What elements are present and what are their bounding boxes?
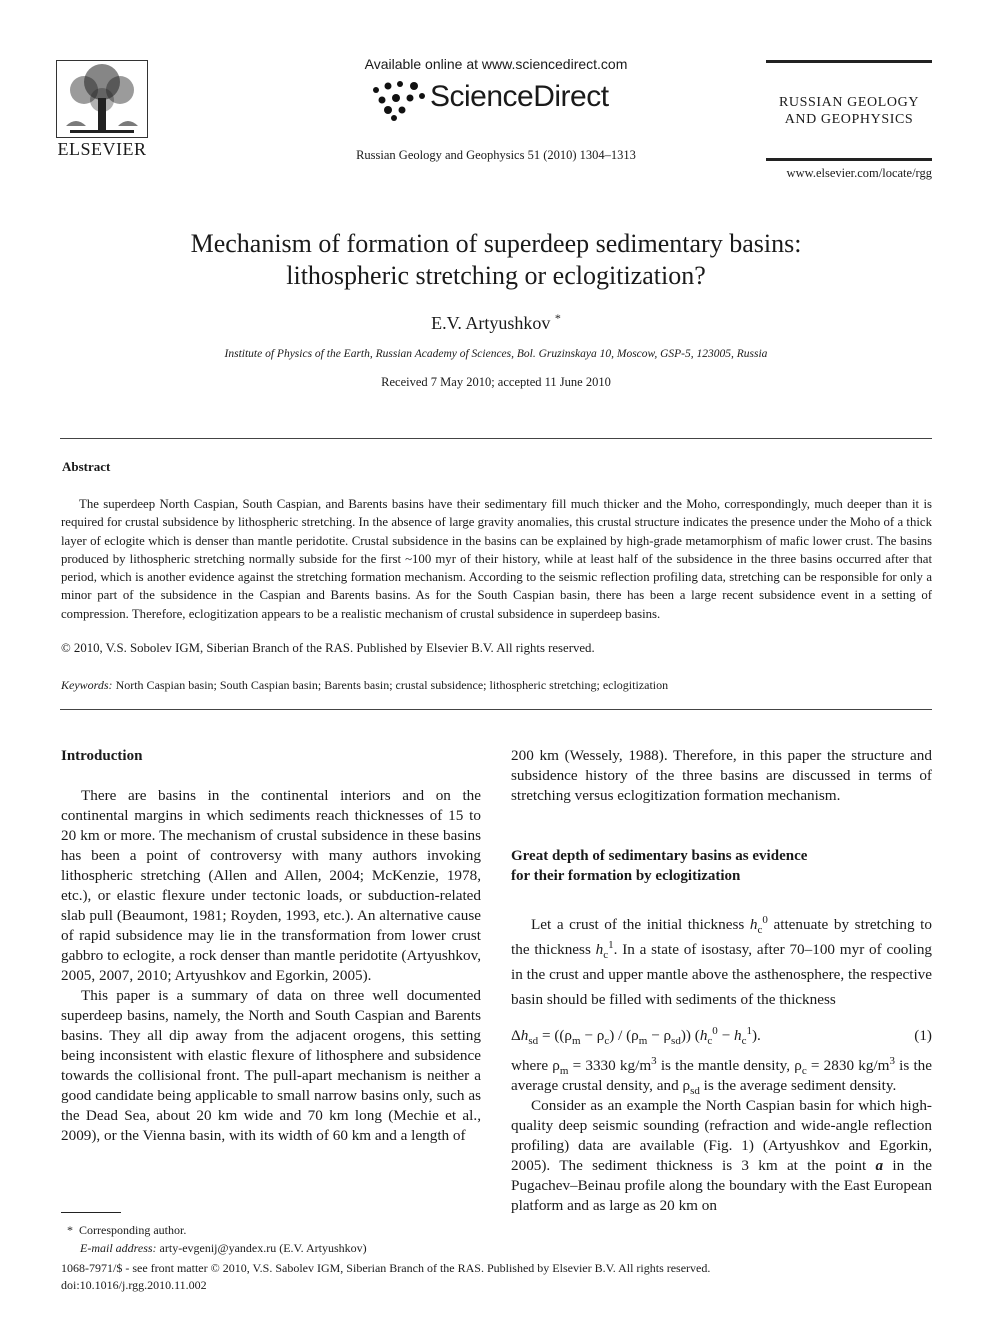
article-title (60, 228, 932, 292)
section-heading-line1: Great depth of sedimentary basins as evidence (511, 848, 808, 864)
email-link[interactable]: arty-evgenij@yandex.ru (E.V. Artyushkov) (159, 1241, 367, 1255)
journal-title-line1: RUSSIAN GEOLOGY (778, 95, 920, 110)
divider-bottom (60, 709, 932, 710)
journal-title (766, 63, 932, 158)
journal-citation: Russian Geology and Geophysics 51 (2010) 1304–1313 (356, 148, 636, 162)
abstract-text: The superdeep North Caspian, South Caspian, and Barents basins have their sedimentary fill much thicker and the Moho, correspondingly, much deeper than it is required for crustal subsidence by lithospheric stretching. In the absence of large gravity anomalies, this crustal structure indicates the presence under the Moho of a thick layer of eclogite which is denser than mantle peridotite. Crustal subsidence in the basins can be explained by high-grade metamorphism of mafic lower crust. The basins produced by lithospheric stretching normally subside for the first ~100 myr of their history, while at least half of the subsidence in the three basins occurred after that period, which is another evidence against the stretching formation mechanism. According to the seismic reflection profiling data, stretching can be responsible for only a minor part of the subsidence in the Caspian and Barents basins. As for the South Caspian basin, there has been a large recent subsidence event in a setting of compression. Therefore, eclogitization appears to be a realistic mechanism of crustal subsidence in superdeep basins. (61, 497, 932, 621)
author-line (60, 313, 932, 334)
footnote-corresponding: * Corresponding author. (67, 1223, 187, 1237)
journal-title-line2: AND GEOPHYSICS (784, 112, 914, 127)
right-column (511, 746, 932, 1216)
masthead-bottom-rule (766, 158, 932, 161)
left-column (61, 746, 481, 1146)
body-columns (0, 746, 992, 1214)
paragraph-continued: 200 km (Wessely, 1988). Therefore, in this paper the structure and subsidence history of the three basins are discussed in terms of stretching versus eclogitization formation mechanism. (511, 747, 932, 804)
abstract-heading: Abstract (62, 459, 111, 474)
sciencedirect-wordmark: ScienceDirect (430, 80, 609, 113)
sciencedirect-logo[interactable] (370, 78, 630, 124)
footnote-email: E-mail address: arty-evgenij@yandex.ru (E.V. Artyushkov) (80, 1241, 367, 1255)
journal-masthead (766, 60, 932, 161)
section-heading-introduction: Introduction (61, 748, 143, 764)
front-matter-line: 1068-7971/$ - see front matter © 2010, V.S. Sabolev IGM, Siberian Branch of the RAS. Published by Elsevier B.V. All rights reserved. (61, 1261, 711, 1275)
intro-paragraph-1: There are basins in the continental interiors and on the continental margins in which sediments reach thicknesses of 15 to 20 km or more. The mechanism of crustal subsidence in these basins has been a point of controversy with many authors invoking lithospheric stretching (Allen and Allen, 2004; McKenzie, 1978, etc.), or elastic flexure under tectonic loads, or subduction-related slab pull (Beaumont, 1981; Royden, 1993, etc.). An alternative cause of rapid subsidence may lie in the transformation from lower crust gabbro to eclogite, a rock denser than mantle peridotite (Artyushkov, 2005, 2007, 2010; Artyushkov and Egorkin, 2005). (61, 787, 481, 984)
elsevier-logo (52, 60, 152, 159)
sciencedirect-dots-icon (370, 80, 430, 122)
paragraph-initial-thickness: Let a crust of the initial thickness $h_c^0$ attenuate by stretching to the thickness $h_c^1$. In a state of isostasy, after 70–100 myr of cooling in the crust and upper mantle above the asthenosphere, the respective basin should be filled with sediments of the thickness (511, 913, 933, 1008)
equation-1-body: $\Delta h_{sd} = ((\rho_m - \rho_c) / (\rho_m - \rho_{sd})) (h_c^0 - h_c^1)$. (511, 1024, 761, 1048)
elsevier-tree-icon (56, 60, 148, 138)
intro-paragraph-2: This paper is a summary of data on three well documented superdeep basins, namely, the North and South Caspian and Barents basins. They all dip away from the adjacent orogens, this setting being inconsistent with elastic flexure of lithosphere and subsidence towards the collisional front. The pull-apart mechanism is neither a good candidate being applicable to small narrow basins only, such as the Dead Sea, about 20 km wide and 70 km long (Mechie et al., 2009), or the Vienna basin, with its width of 60 km and a length of (61, 987, 481, 1144)
keywords-list: North Caspian basin; South Caspian basin; Barents basin; crustal subsidence; lithospheric stretching; eclogitization (115, 678, 669, 692)
section-heading-great-depth (511, 846, 932, 886)
equation-1-number: (1) (914, 1027, 932, 1044)
article-title-line1: Mechanism of formation of superdeep sedimentary basins: (190, 229, 802, 258)
publisher-name: ELSEVIER (57, 139, 147, 159)
paragraph-densities: where $\rho_m = 3330$ $kg/m^3$ is the mantle density, $\rho_c = 2830$ $kg/m^3$ is the average crustal density, and $\rho_{sd}$ is the average sediment density. (511, 1054, 933, 1098)
doi-link[interactable]: doi:10.1016/j.rgg.2010.11.002 (61, 1278, 207, 1292)
section-heading-line2: for their formation by eclogitization (511, 868, 741, 884)
journal-url-link[interactable]: www.elsevier.com/locate/rgg (786, 166, 932, 180)
author-name[interactable]: E.V. Artyushkov (431, 313, 551, 333)
copyright-line: © 2010, V.S. Sobolev IGM, Siberian Branch of the RAS. Published by Elsevier B.V. All rights reserved. (61, 641, 595, 655)
page-footer (61, 1260, 932, 1294)
footnote-rule (61, 1212, 121, 1213)
divider-top (60, 438, 932, 439)
paragraph-north-caspian: Consider as an example the North Caspian basin for which high-quality deep seismic sounding (refraction and wide-angle reflection profiling) data are available (Fig. 1) (Artyushkov and Egorkin, 2005). The sediment thickness is 3 km at the point a in the Pugachev–Beinau profile along the boundary with the East European platform and as large as 20 km on (511, 1097, 932, 1214)
affiliation: Institute of Physics of the Earth, Russian Academy of Sciences, Bol. Gruzinskaya 10, Moscow, GSP-5, 123005, Russia (224, 348, 768, 360)
received-dates: Received 7 May 2010; accepted 11 June 2010 (381, 375, 611, 389)
author-footnote-mark[interactable]: * (554, 311, 561, 325)
equation-1 (511, 1026, 932, 1056)
article-title-line2: lithospheric stretching or eclogitization? (286, 261, 706, 290)
keywords (61, 678, 932, 693)
footnote (61, 1221, 481, 1257)
available-online-text[interactable]: Available online at www.sciencedirect.com (364, 56, 628, 72)
keywords-label: Keywords: (61, 678, 113, 692)
